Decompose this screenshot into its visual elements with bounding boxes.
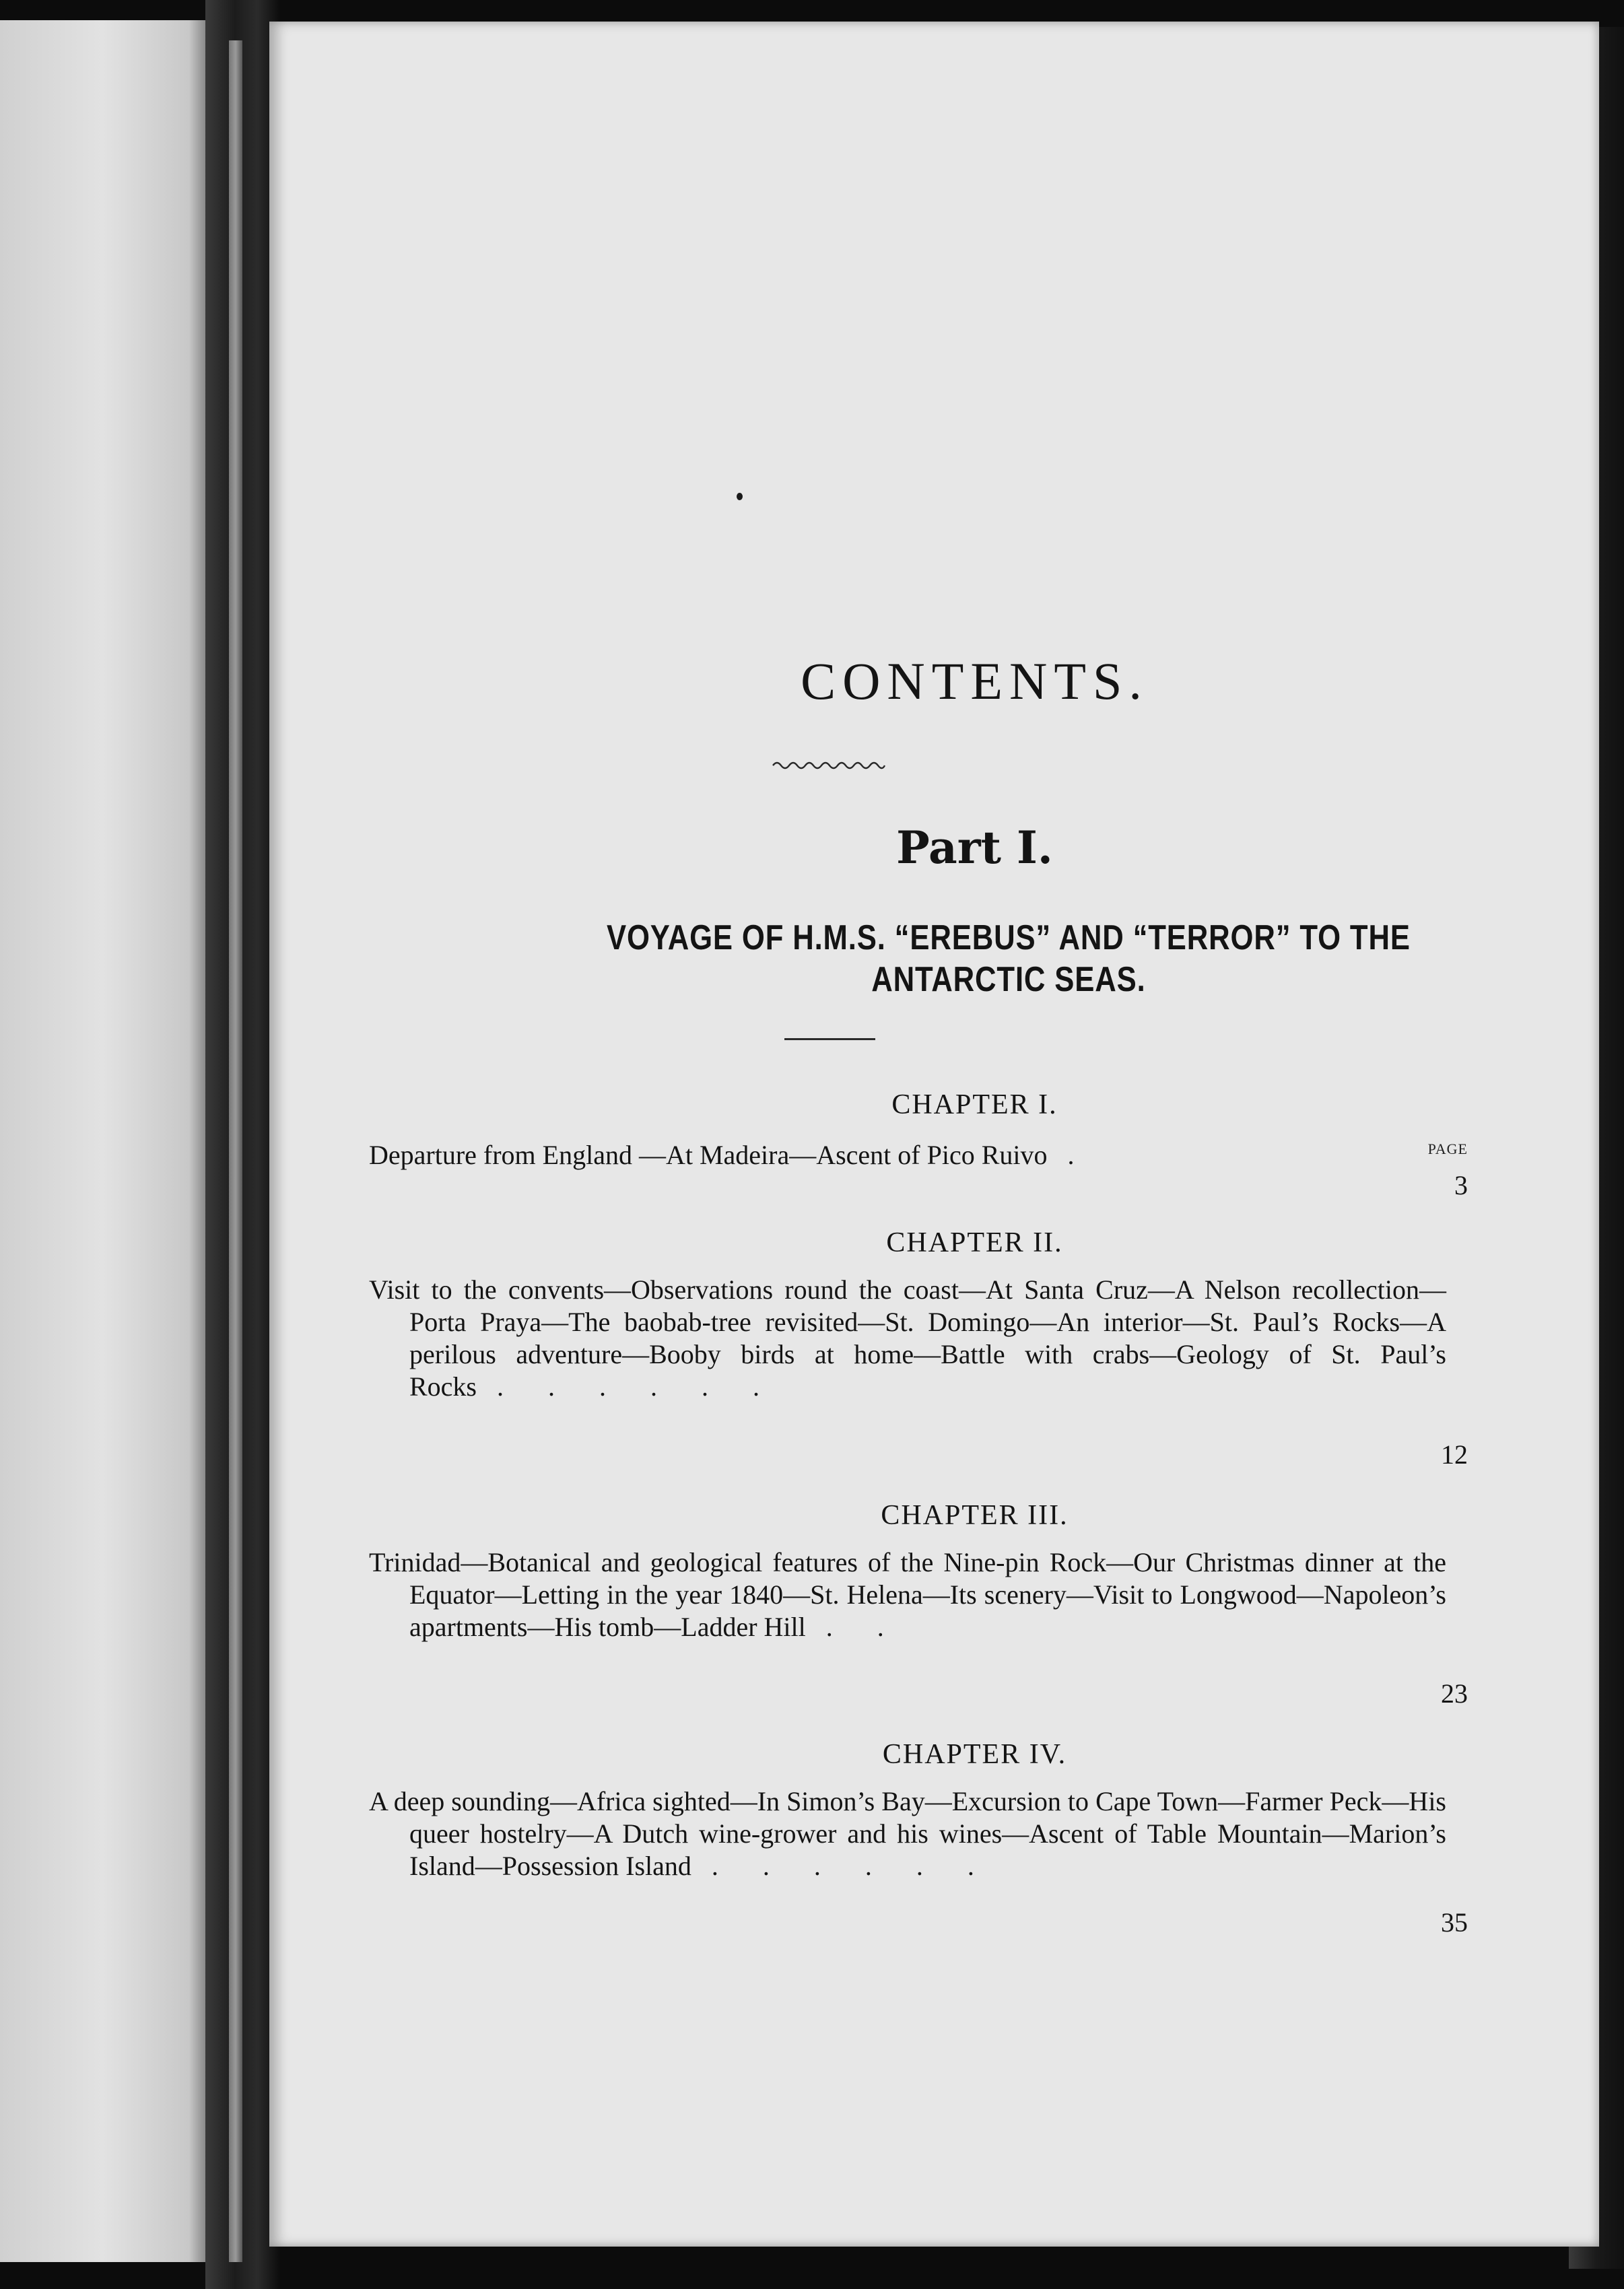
chapter-heading-4: CHAPTER IV.: [882, 1739, 1067, 1770]
chapter-heading-2: CHAPTER II.: [886, 1227, 1063, 1258]
section-title-line-1: VOYAGE OF H.M.S. “EREBUS” AND “TERROR” TO THE: [606, 918, 1411, 957]
page-title: CONTENTS.: [801, 652, 1149, 710]
dot-leader: .: [1067, 1140, 1093, 1170]
chapter-page-number-4: 35: [1441, 1907, 1468, 1938]
page-column-label: PAGE: [1427, 1140, 1468, 1157]
chapter-page-number-1: 3: [1454, 1170, 1468, 1200]
left-facing-page: [0, 20, 205, 2262]
chapter-entry-2: [369, 1274, 1446, 1403]
title-flourish: [772, 759, 886, 770]
chapter-entry-1: [369, 1139, 1446, 1171]
chapter-summary-1: Departure from England —At Madeira—Ascent of Pico Ruivo .: [369, 1140, 1093, 1170]
chapter-page-number-3: 23: [1441, 1678, 1468, 1709]
chapter-summary-2: Visit to the convents—Observations round the coast—At Santa Cruz—A Nelson recollection—Porta Praya—The baobab-tree revisited—St. Domingo—An interior—St. Paul’s Rocks—A perilous adventure—Booby birds at home—Battle with crabs—Geology of St. Paul’s Rocks . . . . . .: [369, 1274, 1446, 1402]
section-divider: [784, 1038, 875, 1040]
part-heading: Part I.: [896, 821, 1053, 874]
chapter-heading-1: CHAPTER I.: [891, 1089, 1058, 1120]
dot-leader: . .: [825, 1612, 903, 1642]
chapter-summary-4: A deep sounding—Africa sighted—In Simon’s Bay—Excursion to Cape Town—Farmer Peck—His queer hostelry—A Dutch wine-grower and his wines—Ascent of Table Mountain—Marion’s Island—Possession Island . . . . . .: [369, 1786, 1446, 1881]
chapter-summary-3: Trinidad—Botanical and geological features of the Nine-pin Rock—Our Christmas dinner at the Equator—Letting in the year 1840—St. Helena—Its scenery—Visit to Longwood—Napoleon’s apartments—His tomb—Ladder Hill . .: [369, 1547, 1446, 1642]
gutter-highlight: [229, 40, 242, 2262]
chapter-page-number-2: 12: [1441, 1439, 1468, 1470]
dot-leader: . . . . . .: [711, 1851, 993, 1881]
contents-page: [269, 22, 1599, 2247]
chapter-entry-3: [369, 1546, 1446, 1643]
ink-speck: [737, 493, 743, 500]
section-title: [382, 917, 1567, 1000]
dot-leader: . . . . . .: [497, 1371, 778, 1402]
chapter-heading-3: CHAPTER III.: [881, 1500, 1069, 1531]
section-title-line-2: ANTARCTIC SEAS.: [871, 960, 1146, 999]
book-gutter: [205, 0, 279, 2289]
chapter-entry-4: [369, 1785, 1446, 1882]
